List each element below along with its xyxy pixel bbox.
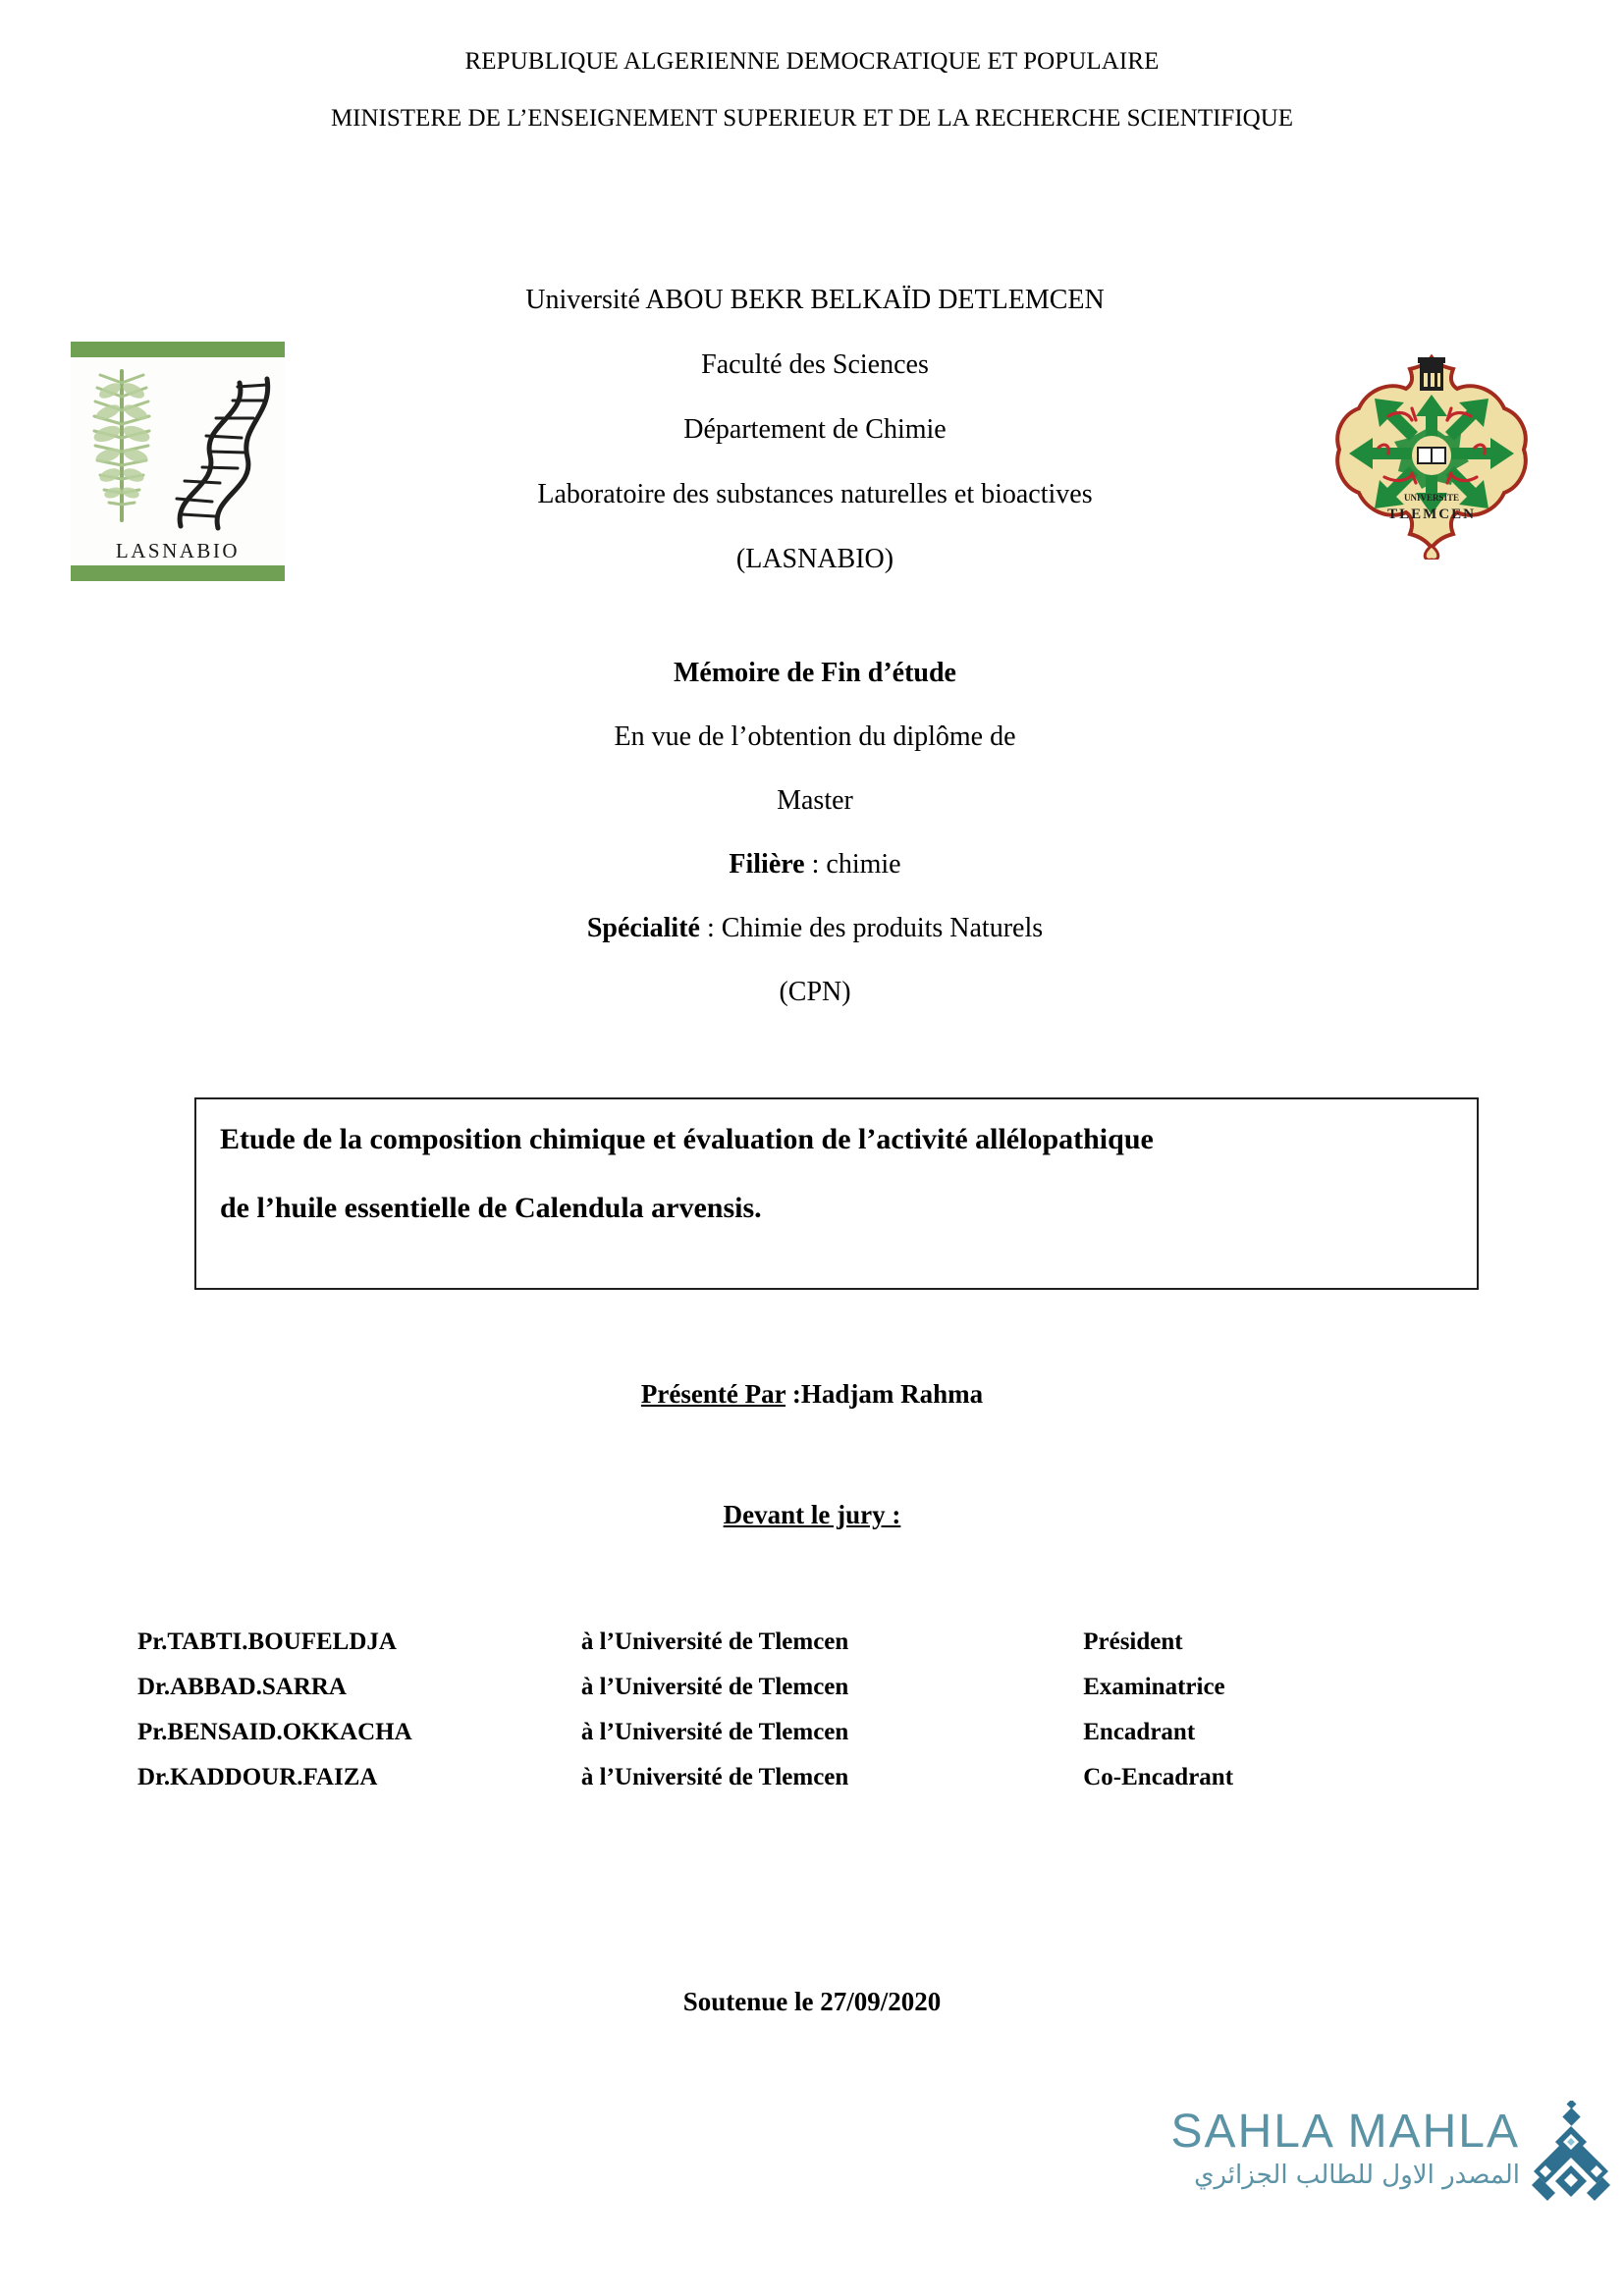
specialite-line xyxy=(295,915,1335,942)
thesis-title-line-2: de l’huile essentielle de Calendula arvensis. xyxy=(220,1192,762,1224)
thesis-title-line-1: Etude de la composition chimique et évaluation de l’activité allélopathique xyxy=(220,1123,1154,1155)
jury-heading-label: Devant le jury : xyxy=(723,1500,901,1529)
seal-caption-top: UNIVERSITE xyxy=(1403,493,1460,503)
degree-purpose: En vue de l’obtention du diplôme de xyxy=(614,721,1016,752)
department-name: Département de Chimie xyxy=(683,414,947,445)
sahla-mahla-diamond-icon xyxy=(1526,2101,1616,2207)
jury-member-role: Examinatrice xyxy=(1083,1674,1225,1700)
jury-member-name: Pr.BENSAID.OKKACHA xyxy=(137,1719,412,1745)
memoire-heading: Mémoire de Fin d’étude xyxy=(674,658,956,688)
degree-block xyxy=(295,660,1335,1006)
degree-level: Master xyxy=(777,785,853,816)
defense-date: Soutenue le 27/09/2020 xyxy=(682,1987,942,2016)
university-name: Université ABOU BEKR BELKAÏD DETLEMCEN xyxy=(525,285,1105,315)
lasnabio-top-bar xyxy=(71,342,285,357)
laboratory-acronym: (LASNABIO) xyxy=(735,544,894,574)
jury-member-affiliation: à l’Université de Tlemcen xyxy=(580,1629,849,1655)
sahla-mahla-watermark xyxy=(1113,2106,1624,2256)
author-line xyxy=(0,1379,1624,1410)
author-name: :Hadjam Rahma xyxy=(785,1379,984,1409)
jury-member-role: Co-Encadrant xyxy=(1083,1764,1234,1790)
laboratory-name: Laboratoire des substances naturelles et bioactives xyxy=(537,479,1093,509)
faculty-name: Faculté des Sciences xyxy=(701,349,929,380)
seal-caption-bottom: TLEMCEN xyxy=(1387,507,1476,522)
specialite-label: Spécialité xyxy=(586,913,700,943)
jury-member-name: Pr.TABTI.BOUFELDJA xyxy=(137,1629,397,1655)
specialite-acronym: (CPN) xyxy=(779,977,851,1007)
ministry-line: MINISTERE DE L’ENSEIGNEMENT SUPERIEUR ET DE LA RECHERCHE SCIENTIFIQUE xyxy=(330,105,1294,132)
lasnabio-leaf-dna-icon xyxy=(71,357,285,534)
filiere-value: : chimie xyxy=(804,849,901,880)
table-row xyxy=(137,1720,1434,1765)
filiere-line xyxy=(295,851,1335,879)
lasnabio-wordmark: LASNABIO xyxy=(115,539,241,562)
republic-line: REPUBLIQUE ALGERIENNE DEMOCRATIQUE ET POPULAIRE xyxy=(464,48,1160,75)
ministry-header xyxy=(0,47,1624,133)
watermark-arabic-text: المصدر الاول للطالب الجزائري xyxy=(1194,2161,1520,2190)
table-row xyxy=(137,1765,1434,1810)
jury-table xyxy=(137,1629,1434,1810)
jury-heading xyxy=(0,1500,1624,1530)
watermark-latin-text: SAHLA MAHLA xyxy=(1170,2106,1520,2158)
table-row xyxy=(137,1675,1434,1720)
jury-member-role: Encadrant xyxy=(1083,1719,1196,1745)
jury-member-affiliation: à l’Université de Tlemcen xyxy=(580,1764,849,1790)
lasnabio-logo xyxy=(71,342,285,581)
institution-block xyxy=(295,287,1335,573)
jury-member-affiliation: à l’Université de Tlemcen xyxy=(580,1674,849,1700)
jury-member-role: Président xyxy=(1083,1629,1183,1655)
filiere-label: Filière xyxy=(729,849,805,880)
jury-member-name: Dr.KADDOUR.FAIZA xyxy=(137,1764,378,1790)
jury-member-name: Dr.ABBAD.SARRA xyxy=(137,1674,347,1700)
lasnabio-bottom-bar xyxy=(71,565,285,581)
author-label: Présenté Par xyxy=(640,1379,786,1409)
university-tlemcen-seal-icon xyxy=(1327,351,1536,560)
thesis-title-box xyxy=(194,1097,1479,1290)
specialite-value: : Chimie des produits Naturels xyxy=(699,913,1044,943)
jury-member-affiliation: à l’Université de Tlemcen xyxy=(580,1719,849,1745)
table-row xyxy=(137,1629,1434,1675)
